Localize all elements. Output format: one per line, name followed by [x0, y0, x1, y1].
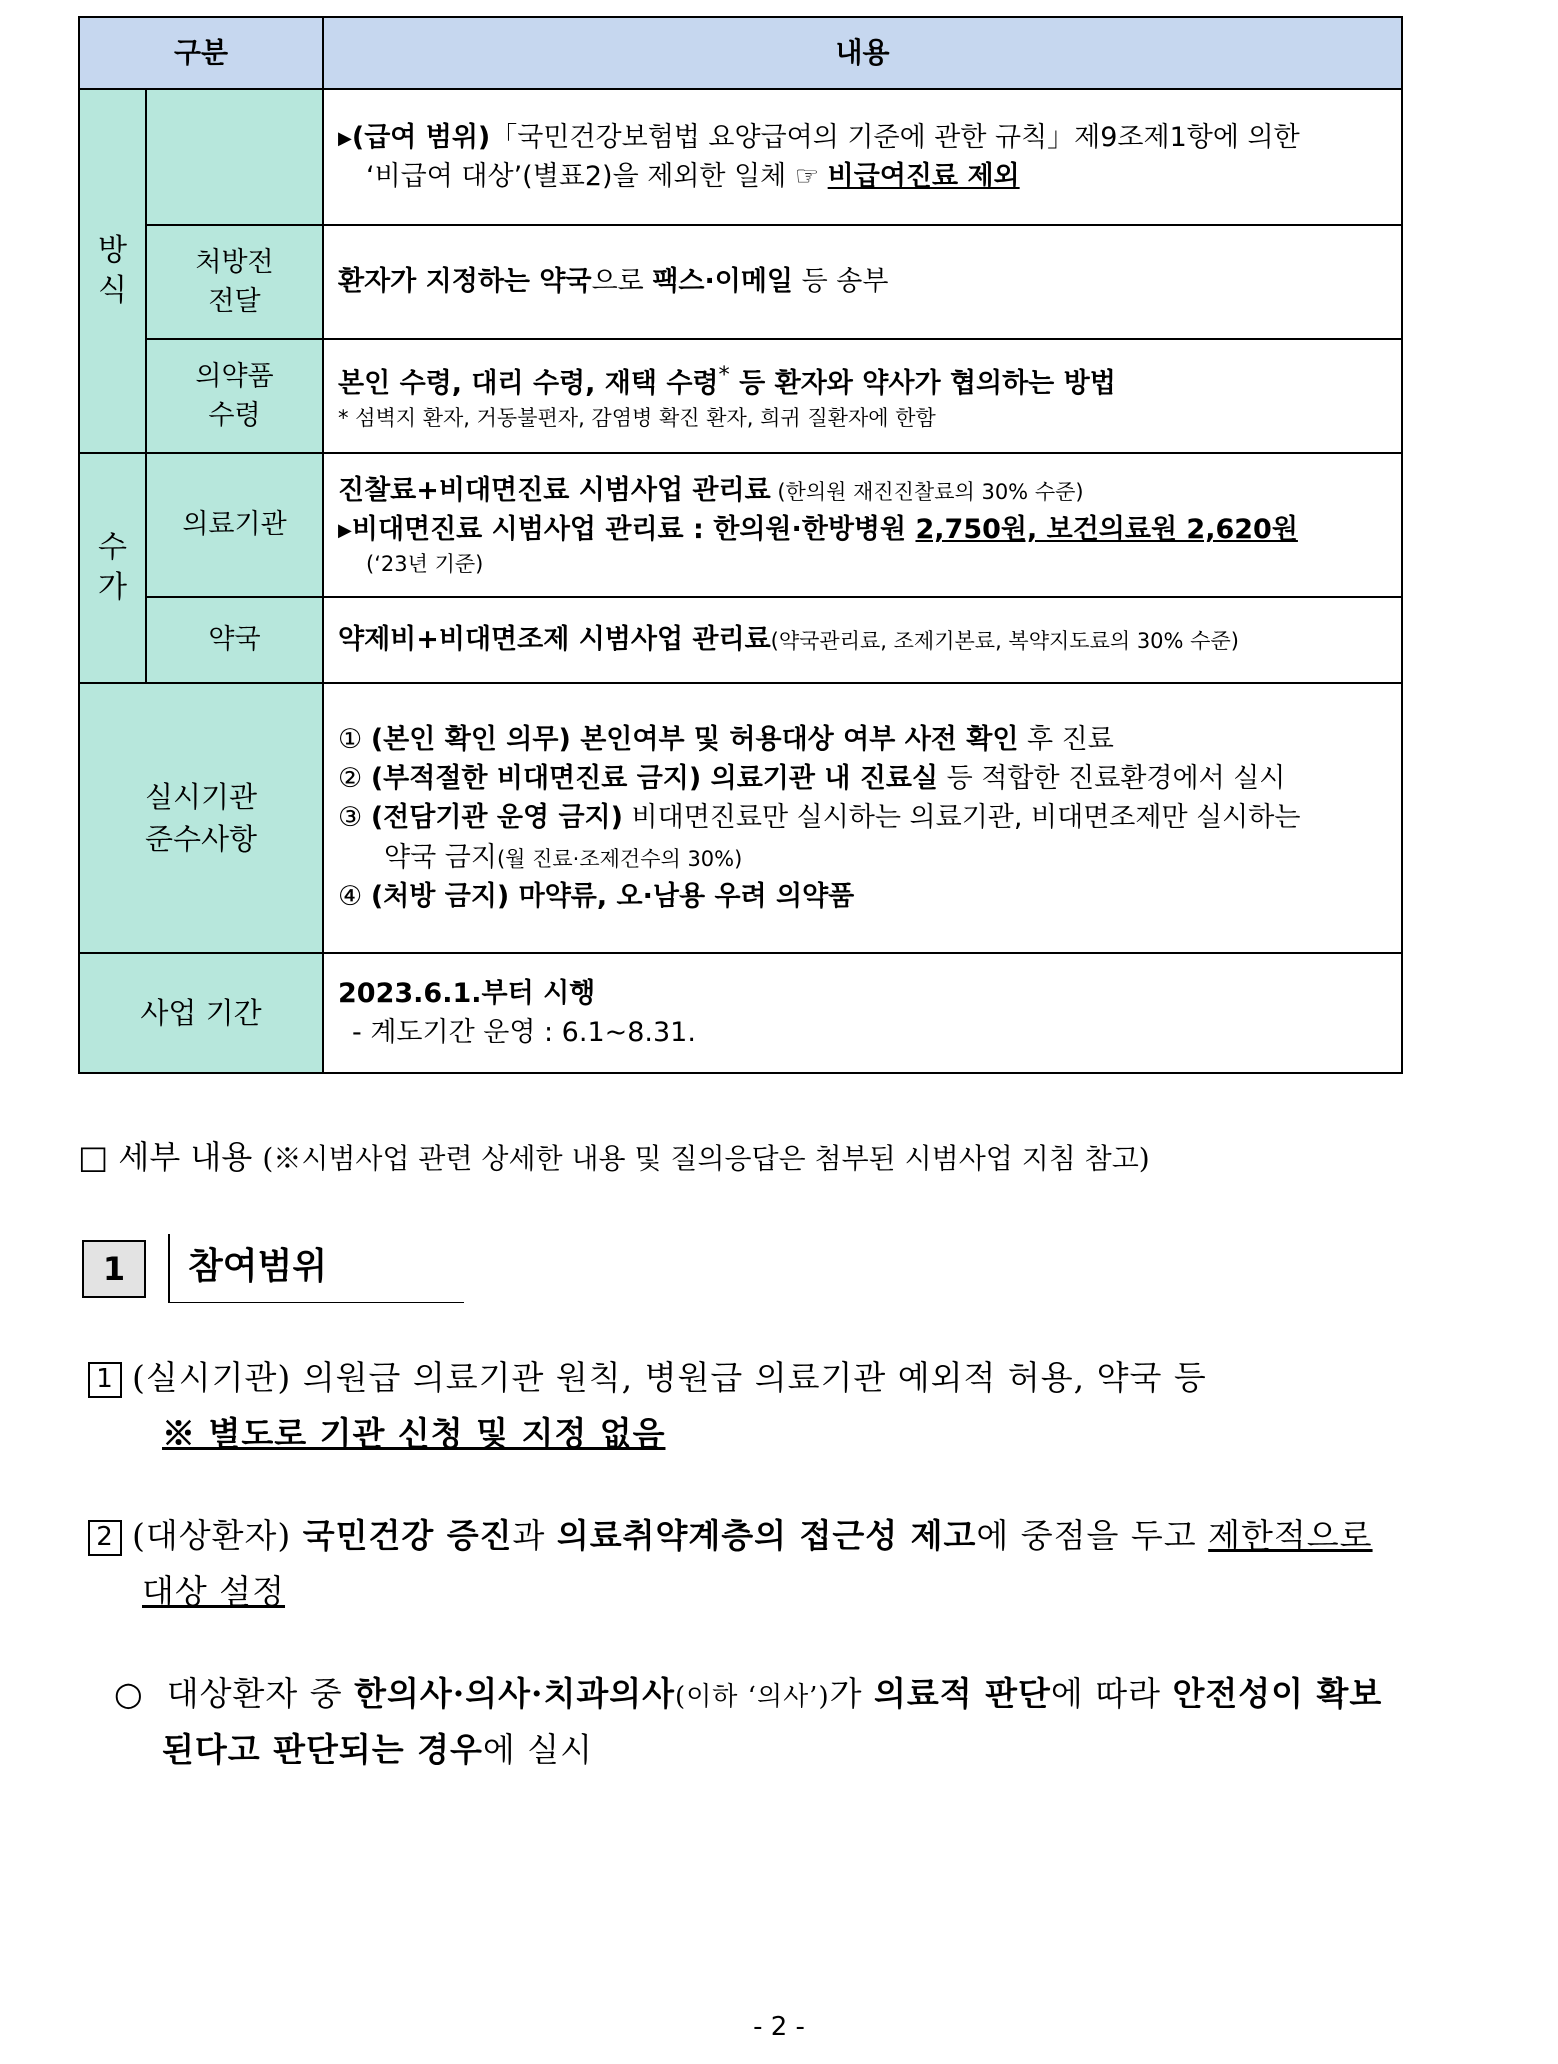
heading-divider: [168, 1234, 170, 1302]
section-note: □ 세부 내용 (※시범사업 관련 상세한 내용 및 질의응답은 첨부된 시범사업 지침 참고): [78, 1138, 1150, 1176]
coverage-content: ▶(급여 범위)「국민건강보험법 요양급여의 기준에 관한 규칙」제9조제1항에 의한 ‘비급여 대상’(별표2)을 제외한 일체 ☞ 비급여진료 제외: [323, 89, 1402, 225]
drug-receipt-content: 본인 수령, 대리 수령, 재택 수령* 등 환자와 약사가 협의하는 방법 * 섬벽지 환자, 거동불편자, 감염병 확진 환자, 희귀 질환자에 한함: [323, 339, 1402, 453]
heading-underline: [168, 1302, 464, 1303]
drug-receipt-label: 의약품 수령: [146, 339, 323, 453]
period-content: 2023.6.1.부터 시행 - 계도기간 운영 : 6.1~8.31.: [323, 953, 1402, 1073]
group-fee: 수 가: [79, 453, 146, 683]
pointer-icon: ☞: [794, 161, 820, 192]
compliance-content: ① (본인 확인 의무) 본인여부 및 허용대상 여부 사전 확인 후 진료 ② (부적절한 비대면진료 금지) 의료기관 내 진료실 등 적합한 진료환경에서 실시 ③ (전담기관 운영 금지) 비대면진료만 실시하는 의료기관, 비대면조제만 실시하는 약국 금지(월 진료·조제건수의 30%) ④ (처방 금지) 마약류, 오·남용 우려 의약품: [323, 683, 1402, 953]
compliance-label: 실시기관 준수사항: [79, 683, 323, 953]
bullet-circle-icon: ○: [114, 1674, 144, 1713]
paragraph-conditions: ○ 대상환자 중 한의사·의사·치과의사(이하 ‘의사’)가 의료적 판단에 따라 안전성이 확보 된다고 판단되는 경우에 실시: [114, 1674, 1383, 1770]
group-method: 방 식: [79, 89, 146, 453]
institution-fee-label: 의료기관: [146, 453, 323, 597]
heading-title: 참여범위: [188, 1246, 328, 1287]
heading-number: 1: [82, 1240, 146, 1298]
summary-table: [78, 16, 1403, 1074]
checkbox-square-icon: □: [78, 1138, 109, 1176]
compliance-item: ① (본인 확인 의무) 본인여부 및 허용대상 여부 사전 확인 후 진료: [338, 724, 1114, 756]
prescription-content: 환자가 지정하는 약국으로 팩스·이메일 등 송부: [323, 225, 1402, 339]
institution-fee-content: 진찰료+비대면진료 시범사업 관리료 (한의원 재진진찰료의 30% 수준) ▶비대면진료 시범사업 관리료 : 한의원·한방병원 2,750원, 보건의료원 2,620원 (‘23년 기준): [323, 453, 1402, 597]
compliance-item: ③ (전담기관 운영 금지) 비대면진료만 실시하는 의료기관, 비대면조제만 실시하는: [338, 802, 1301, 834]
paragraph-institution: 1 (실시기관) 의원급 의료기관 원칙, 병원급 의료기관 예외적 허용, 약국 등 ※ 별도로 기관 신청 및 지정 없음: [88, 1350, 1418, 1462]
page-number: - 2 -: [753, 2012, 805, 2042]
pharmacy-fee-label: 약국: [146, 597, 323, 683]
paragraph-target-patients: 2 (대상환자) 국민건강 증진과 의료취약계층의 접근성 제고에 중점을 두고 제한적으로 대상 설정: [88, 1508, 1418, 1620]
pharmacy-fee-content: 약제비+비대면조제 시범사업 관리료(약국관리료, 조제기본료, 복약지도료의 30% 수준): [323, 597, 1402, 683]
header-content: 내용: [323, 17, 1402, 89]
compliance-item: ② (부적절한 비대면진료 금지) 의료기관 내 진료실 등 적합한 진료환경에서 실시: [338, 763, 1286, 795]
prescription-label: 처방전 전달: [146, 225, 323, 339]
coverage-label: [146, 89, 323, 225]
header-category: 구분: [79, 17, 323, 89]
period-label: 사업 기간: [79, 953, 323, 1073]
compliance-item: ④ (처방 금지) 마약류, 오·남용 우려 의약품: [338, 880, 855, 912]
